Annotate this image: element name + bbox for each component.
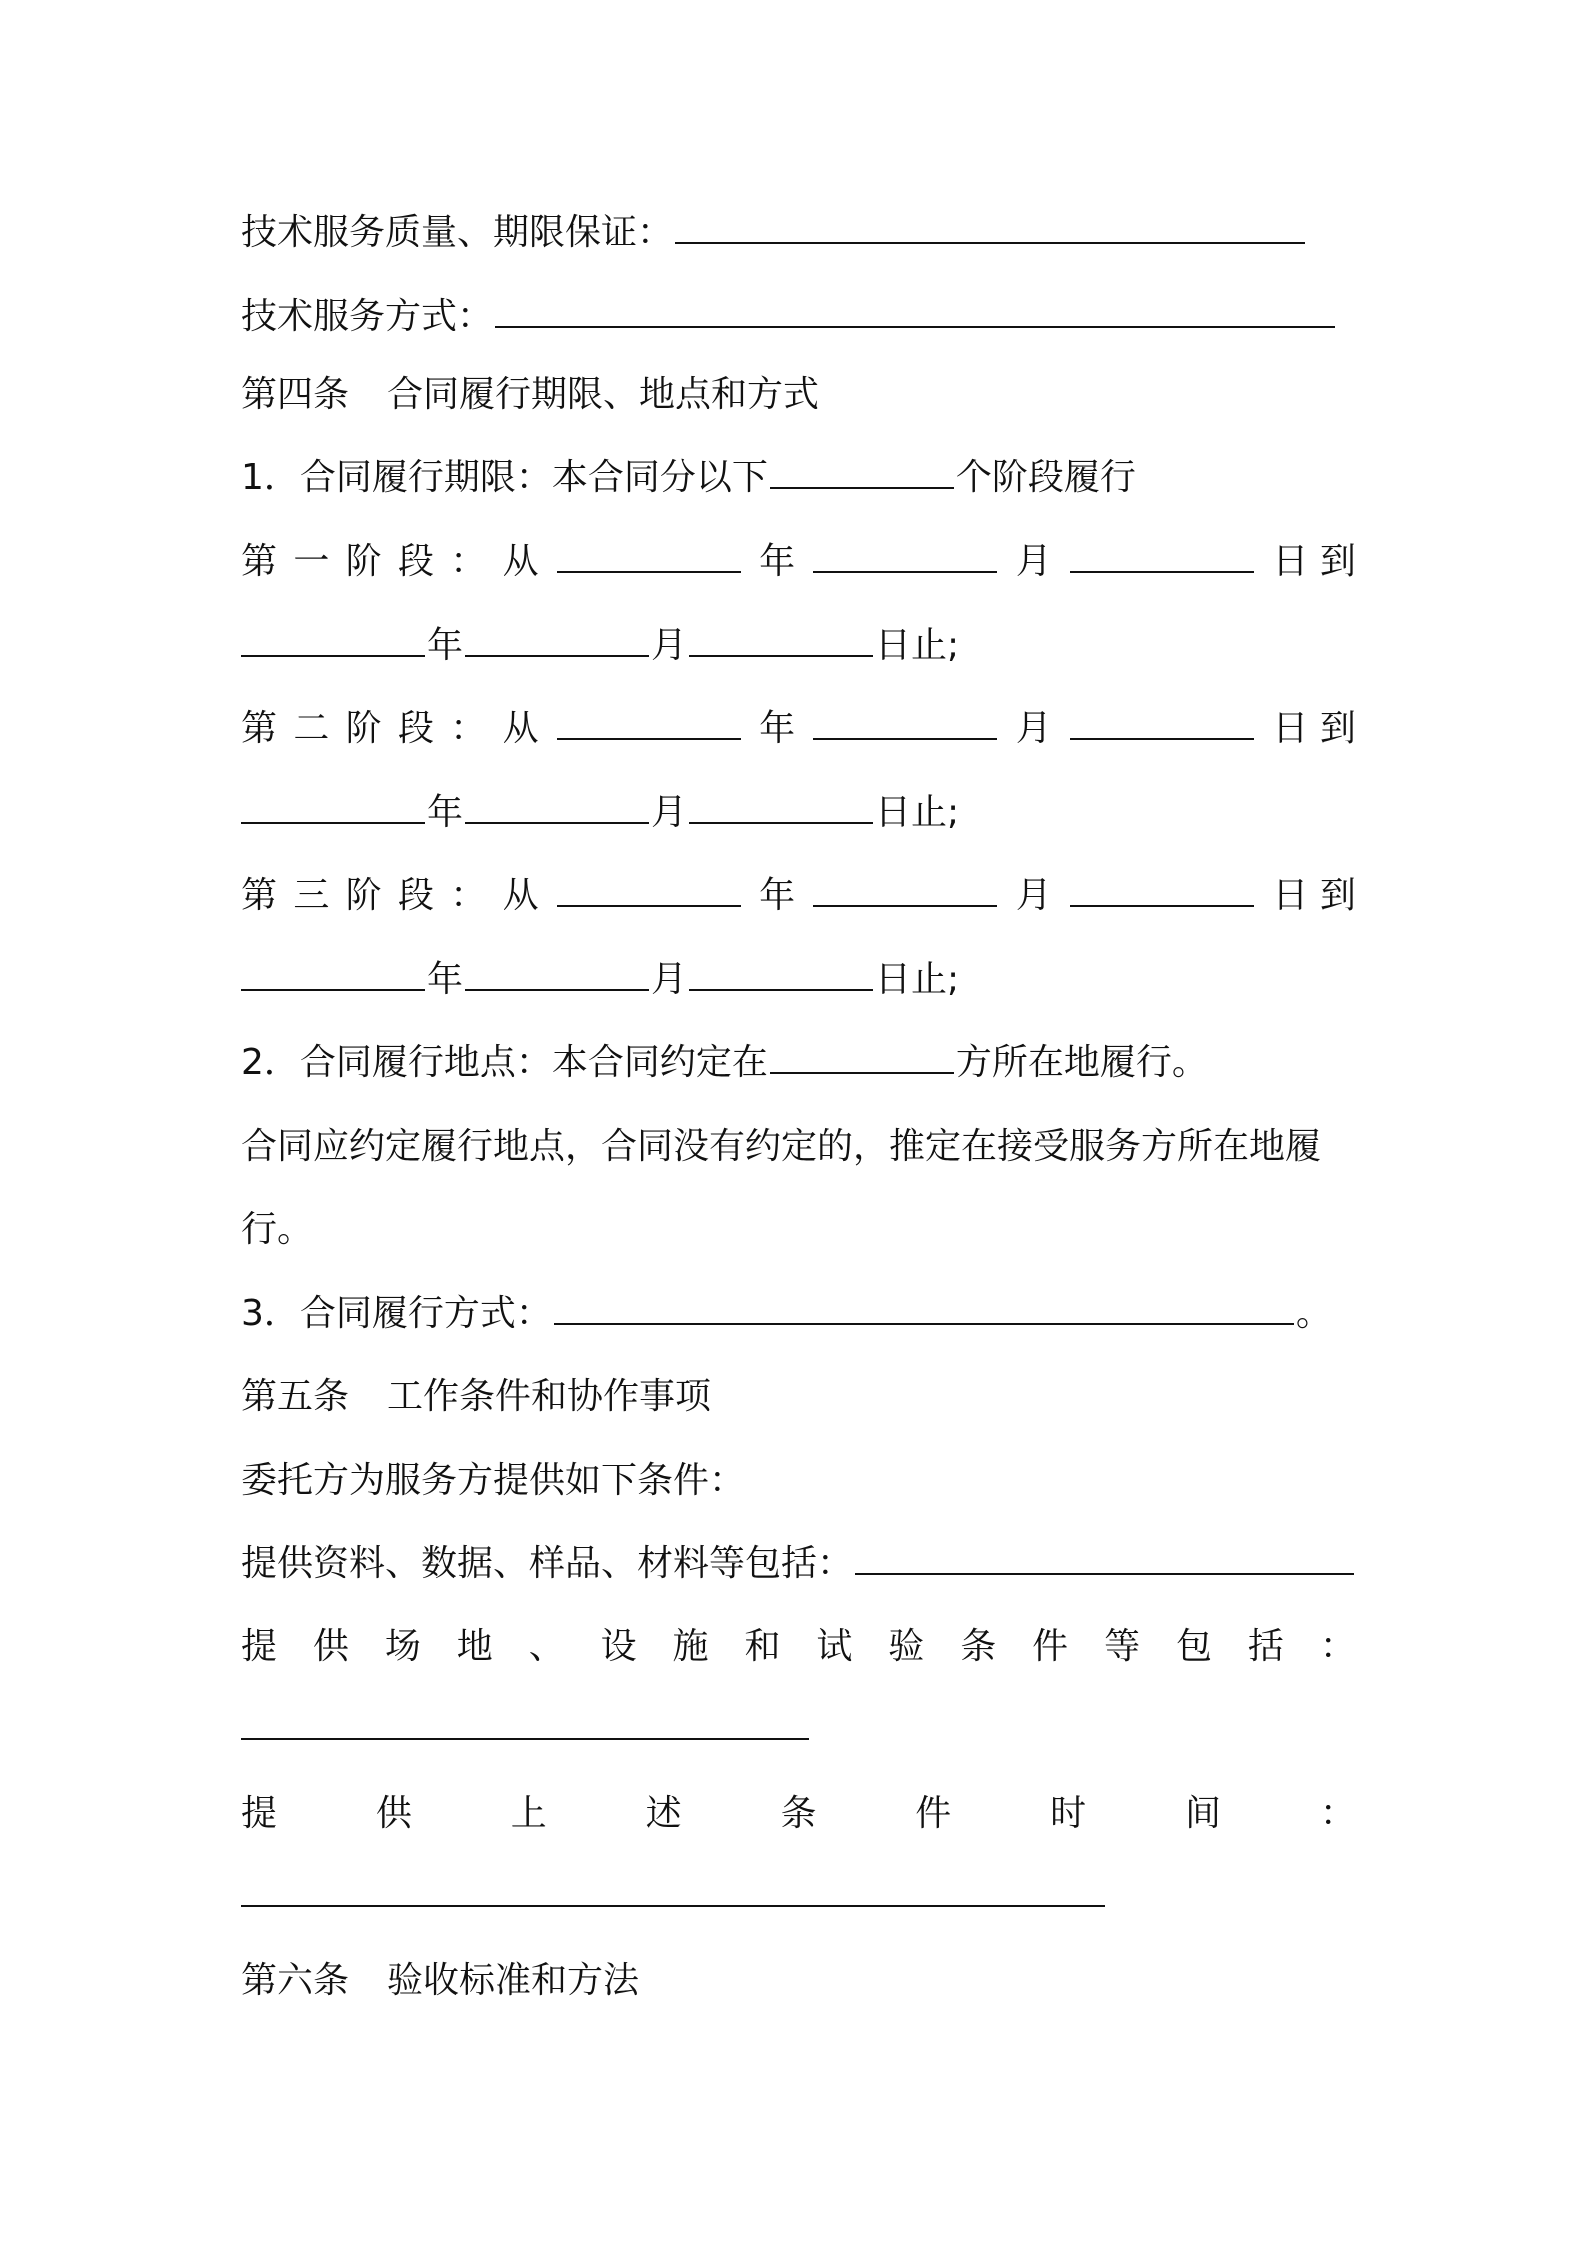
- char: 日止;: [875, 625, 960, 666]
- char: 述: [645, 1793, 682, 1834]
- place-note-line: [241, 1122, 1356, 1172]
- char: ：: [450, 541, 487, 582]
- char: 验: [888, 1626, 925, 1667]
- materials-label: 提供资料、数据、样品、材料等包括：: [241, 1543, 854, 1584]
- article-number: 第四条: [241, 374, 350, 415]
- char: 条: [780, 1793, 817, 1834]
- char: 条: [960, 1626, 997, 1667]
- char: 年: [759, 875, 796, 916]
- fill-blank: [1070, 706, 1254, 740]
- place-note-cont: [241, 1205, 1356, 1255]
- stage-2-line: [241, 704, 1356, 754]
- char: ：: [450, 708, 487, 749]
- char: 月: [651, 625, 688, 666]
- char: 第: [241, 541, 278, 582]
- char: 日 到: [1272, 875, 1356, 916]
- fill-blank: [1070, 539, 1254, 573]
- facilities-blank-line: [241, 1706, 1356, 1740]
- char: 时: [1050, 1793, 1087, 1834]
- char: 括: [1247, 1626, 1284, 1667]
- char: 年: [427, 959, 464, 1000]
- char: 从: [502, 541, 539, 582]
- char: 二: [293, 708, 330, 749]
- article-title: 合同履行期限、地点和方式: [387, 374, 820, 415]
- fill-blank: [241, 1706, 809, 1740]
- char: 月: [1015, 708, 1052, 749]
- service-quality-label: 技术服务质量、期限保证：: [241, 212, 674, 253]
- article-6-heading: [241, 1956, 1356, 2006]
- char: 段: [397, 708, 434, 749]
- char: 月: [1015, 541, 1052, 582]
- stage-3-line: [241, 871, 1356, 921]
- char: 供: [312, 1626, 349, 1667]
- char: 提: [241, 1626, 278, 1667]
- char: 地: [456, 1626, 493, 1667]
- char: 第: [241, 708, 278, 749]
- char: 和: [744, 1626, 781, 1667]
- fill-blank: [557, 706, 741, 740]
- period-line: [241, 453, 1356, 503]
- period-label: 1．合同履行期限：本合同分以下: [241, 457, 768, 498]
- fill-blank: [1070, 873, 1254, 907]
- service-method-line: [241, 292, 1356, 342]
- char: 设: [600, 1626, 637, 1667]
- char: 供: [375, 1793, 412, 1834]
- fill-blank: [495, 294, 1335, 328]
- place-line: [241, 1038, 1356, 1088]
- stage-1-end-line: [241, 621, 1356, 671]
- fill-blank: [241, 623, 425, 657]
- char: 年: [759, 708, 796, 749]
- method-label: 3．合同履行方式：: [241, 1293, 552, 1334]
- char: 三: [293, 875, 330, 916]
- fill-blank: [554, 1291, 1294, 1325]
- service-method-label: 技术服务方式：: [241, 296, 494, 337]
- char: ：: [1319, 1626, 1356, 1667]
- fill-blank: [675, 210, 1305, 244]
- fill-blank: [813, 706, 997, 740]
- fill-blank: [770, 455, 954, 489]
- char: 段: [397, 875, 434, 916]
- fill-blank: [557, 873, 741, 907]
- char: 月: [651, 959, 688, 1000]
- char: 间: [1185, 1793, 1222, 1834]
- materials-line: [241, 1539, 1356, 1589]
- char: 包: [1175, 1626, 1212, 1667]
- char: 月: [651, 792, 688, 833]
- fill-blank: [465, 957, 649, 991]
- char: ：: [450, 875, 487, 916]
- fill-blank: [689, 623, 873, 657]
- facilities-line: [241, 1622, 1356, 1672]
- fill-blank: [241, 790, 425, 824]
- char: 阶: [345, 708, 382, 749]
- char: 年: [427, 625, 464, 666]
- fill-blank: [557, 539, 741, 573]
- time-blank-line: [241, 1873, 1356, 1907]
- stage-3-end-line: [241, 955, 1356, 1005]
- char: 从: [502, 875, 539, 916]
- fill-blank: [241, 957, 425, 991]
- fill-blank: [813, 873, 997, 907]
- char: 从: [502, 708, 539, 749]
- fill-blank: [855, 1541, 1354, 1575]
- conditions-intro-text: 委托方为服务方提供如下条件：: [241, 1460, 746, 1501]
- article-number: 第六条: [241, 1960, 350, 2001]
- char: 上: [510, 1793, 547, 1834]
- stage-2-end-line: [241, 788, 1356, 838]
- article-title: 验收标准和方法: [387, 1960, 640, 2001]
- service-quality-line: [241, 208, 1356, 258]
- char: 施: [672, 1626, 709, 1667]
- fill-blank: [465, 790, 649, 824]
- char: 月: [1015, 875, 1052, 916]
- char: 段: [397, 541, 434, 582]
- char: ：: [1319, 1793, 1356, 1834]
- article-5-heading: [241, 1372, 1356, 1422]
- period-suffix: 个阶段履行: [955, 457, 1136, 498]
- fill-blank: [689, 790, 873, 824]
- char: 阶: [345, 875, 382, 916]
- char: 等: [1104, 1626, 1141, 1667]
- fill-blank: [465, 623, 649, 657]
- time-line: [241, 1789, 1356, 1839]
- char: 阶: [345, 541, 382, 582]
- char: 日止;: [875, 959, 960, 1000]
- char: 试: [816, 1626, 853, 1667]
- char: 日 到: [1272, 541, 1356, 582]
- method-line: [241, 1289, 1356, 1339]
- char: 日止;: [875, 792, 960, 833]
- stage-1-line: [241, 537, 1356, 587]
- fill-blank: [770, 1040, 954, 1074]
- fill-blank: [241, 1873, 1105, 1907]
- fill-blank: [689, 957, 873, 991]
- place-suffix: 方所在地履行。: [955, 1042, 1208, 1083]
- char: 一: [293, 541, 330, 582]
- char: 第: [241, 875, 278, 916]
- fill-blank: [813, 539, 997, 573]
- char: 件: [915, 1793, 952, 1834]
- char: 年: [759, 541, 796, 582]
- char: 日 到: [1272, 708, 1356, 749]
- period-mark: 。: [1295, 1293, 1332, 1334]
- char: 年: [427, 792, 464, 833]
- article-title: 工作条件和协作事项: [387, 1376, 712, 1417]
- char: 提: [241, 1793, 278, 1834]
- place-note: 合同应约定履行地点，合同没有约定的，推定在接受服务方所在地履: [241, 1126, 1322, 1167]
- place-note-end: 行。: [241, 1209, 314, 1250]
- conditions-intro: [241, 1456, 1356, 1506]
- place-label: 2．合同履行地点：本合同约定在: [241, 1042, 768, 1083]
- article-4-heading: [241, 370, 1356, 420]
- char: 场: [384, 1626, 421, 1667]
- char: 件: [1032, 1626, 1069, 1667]
- article-number: 第五条: [241, 1376, 350, 1417]
- char: 、: [528, 1626, 565, 1667]
